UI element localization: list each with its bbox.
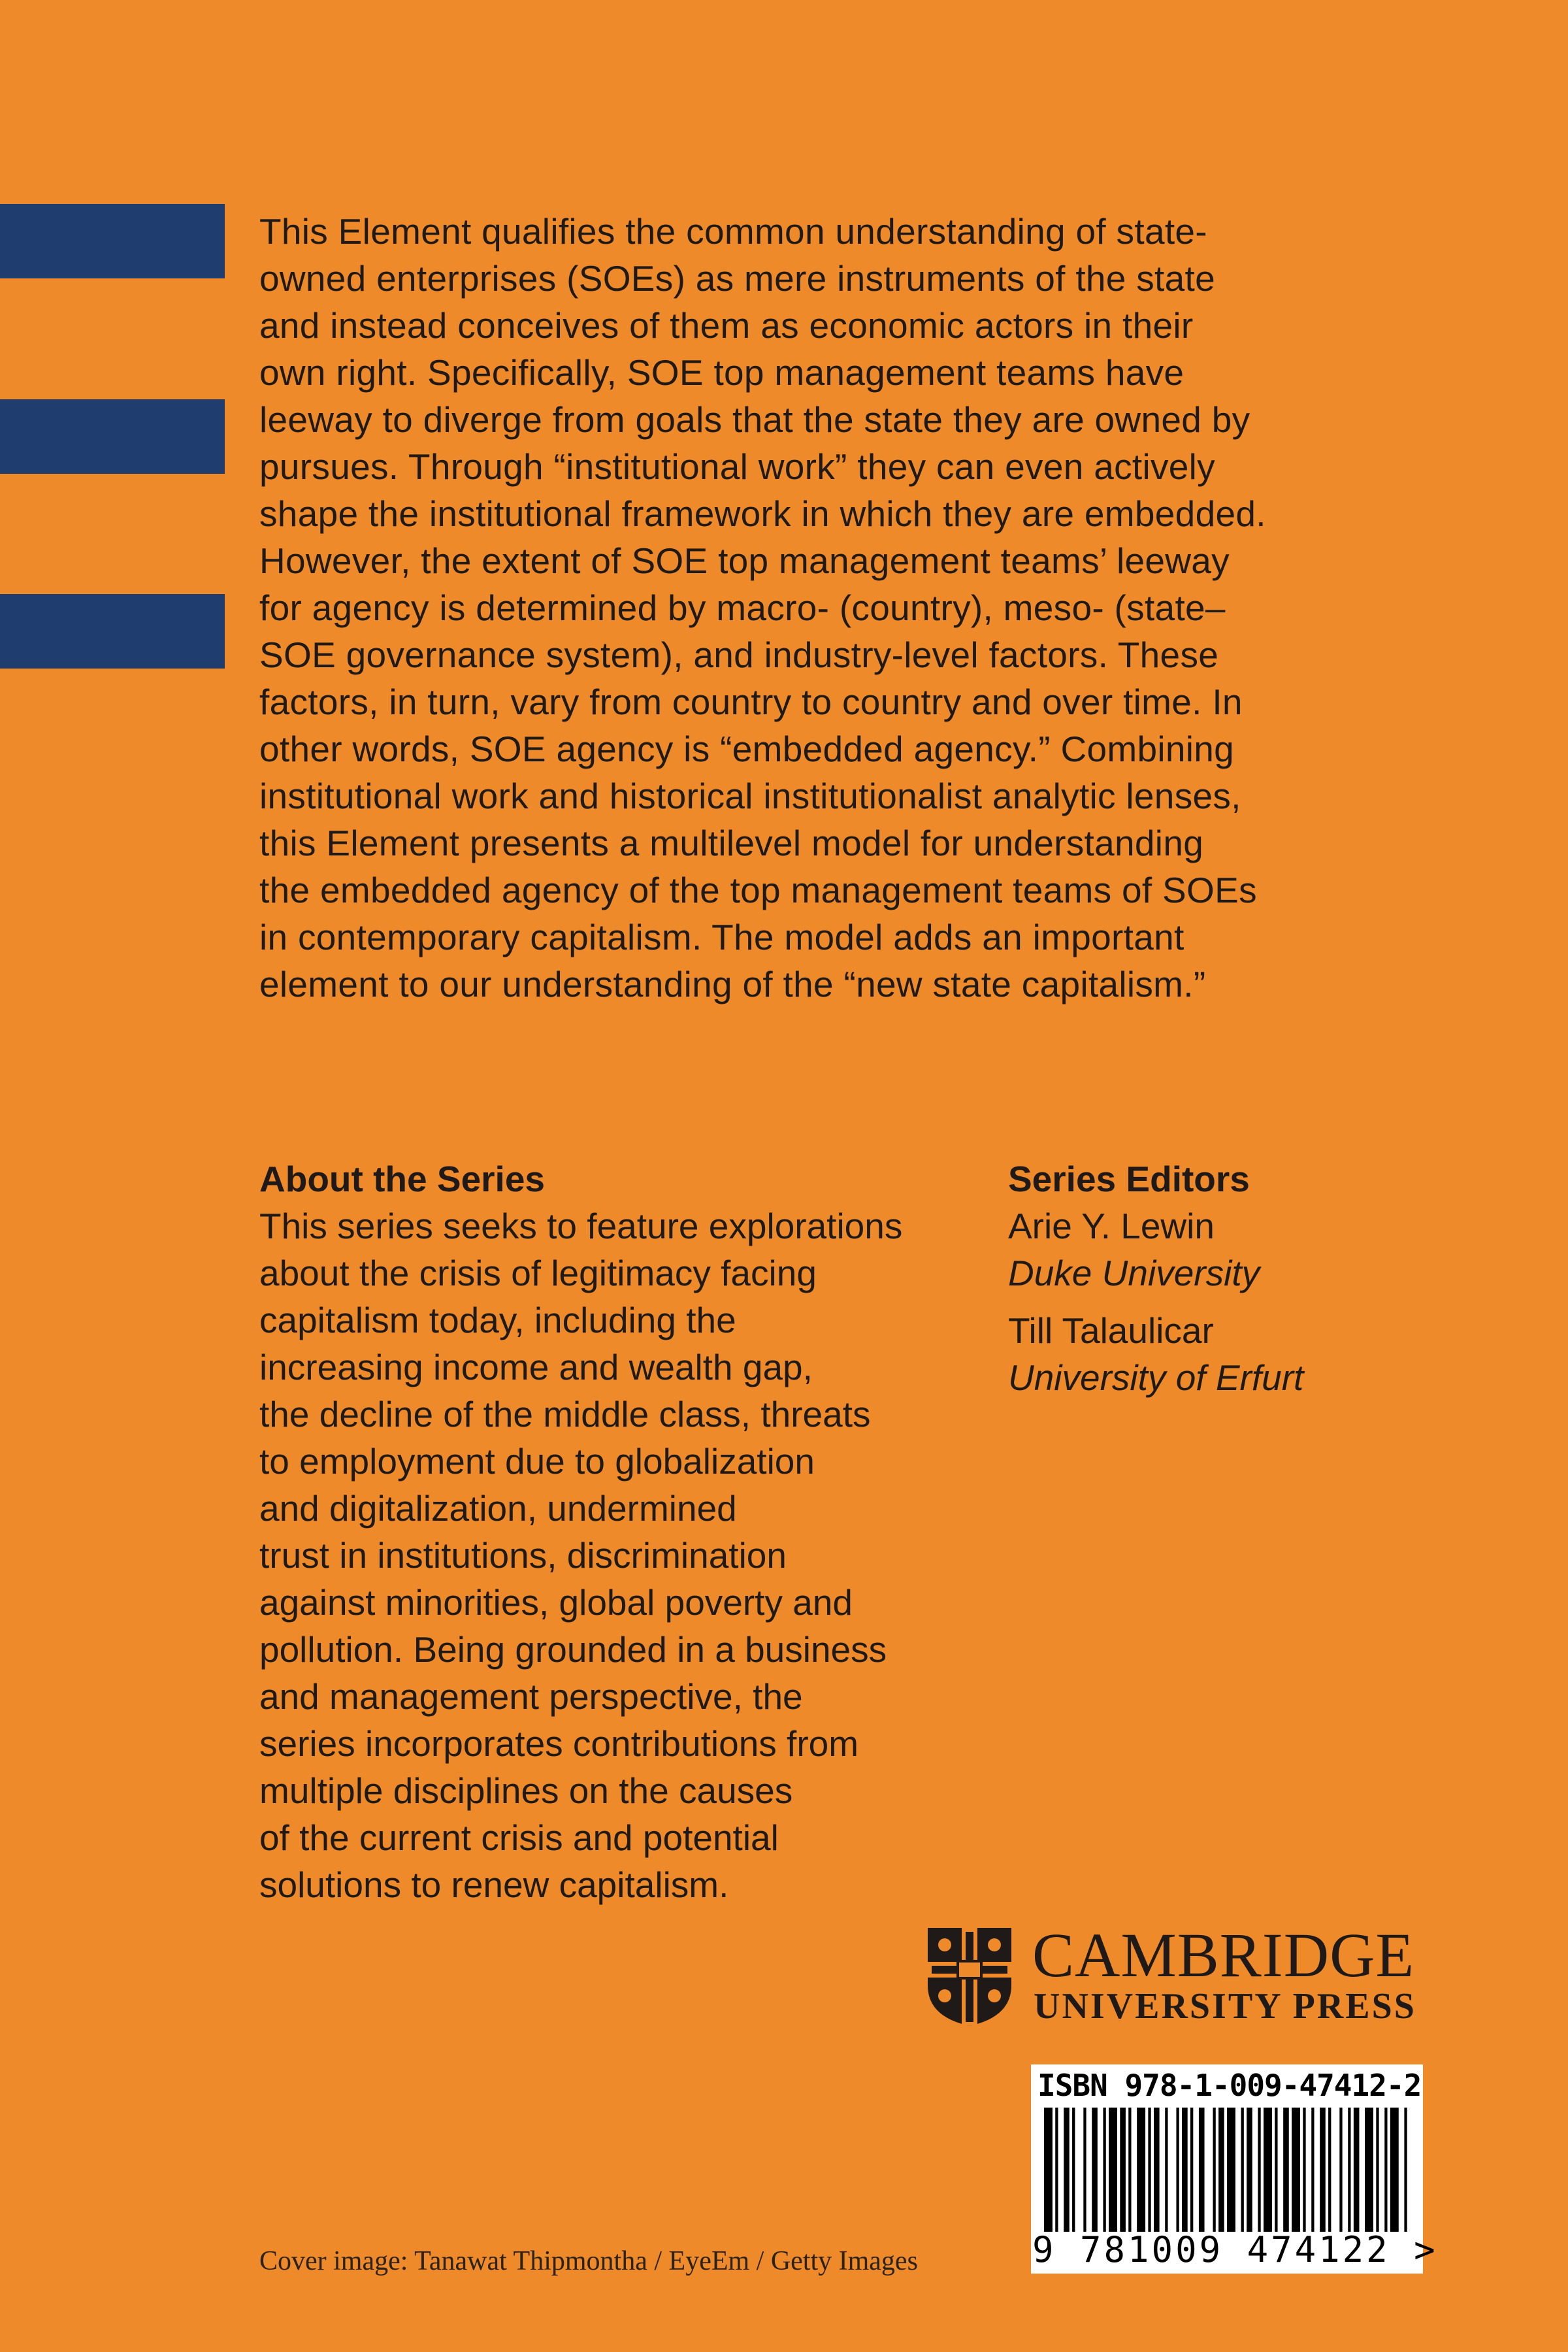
about-series-line: increasing income and wealth gap, (259, 1347, 813, 1387)
barcode-stripe (1213, 2108, 1215, 2232)
description-line: other words, SOE agency is “embedded agency.” Combining (259, 729, 1235, 769)
description-line: for agency is determined by macro- (country), meso- (state– (259, 588, 1226, 628)
description-line: this Element presents a multilevel model for understanding (259, 823, 1204, 863)
barcode-stripe (1311, 2108, 1314, 2232)
barcode-stripe (1064, 2108, 1070, 2232)
barcode-stripe (1348, 2108, 1350, 2232)
barcode-stripe (1137, 2108, 1145, 2232)
barcode-stripe (1055, 2108, 1058, 2232)
about-series-line: against minorities, global poverty and (259, 1582, 853, 1623)
barcode-stripe (1241, 2108, 1244, 2232)
description-line: shape the institutional framework in which they are embedded. (259, 493, 1266, 534)
about-series-line: series incorporates contributions from (259, 1723, 859, 1764)
about-series-line: multiple disciplines on the causes (259, 1770, 793, 1811)
barcode-stripe (1199, 2108, 1205, 2232)
barcode-stripe (1283, 2108, 1289, 2232)
barcode-stripe (1148, 2108, 1151, 2232)
barcode-stripe (1165, 2108, 1168, 2232)
editor-name: Till Talaulicar (1008, 1310, 1214, 1351)
description-line: element to our understanding of the “new state capitalism.” (259, 964, 1206, 1004)
barcode-stripe (1328, 2108, 1331, 2232)
isbn-barcode (1031, 2064, 1438, 2274)
barcode-stripe (1182, 2108, 1188, 2232)
editor-affiliation: University of Erfurt (1008, 1357, 1304, 1398)
book-description (259, 208, 1435, 1008)
description-line: SOE governance system), and industry-level factors. These (259, 635, 1219, 675)
description-line: institutional work and historical institutionalist analytic lenses, (259, 776, 1241, 816)
description-line: This Element qualifies the common understanding of state- (259, 211, 1207, 252)
cambridge-crest-icon (925, 1925, 1014, 2027)
barcode-stripe (1128, 2108, 1131, 2232)
barcode-stripe (1320, 2108, 1326, 2232)
description-line: pursues. Through “institutional work” they can even actively (259, 446, 1215, 487)
isbn-label: ISBN 978-1-009-47412-2 (1037, 2068, 1422, 2103)
about-series-line: to employment due to globalization (259, 1441, 815, 1482)
description-line: leeway to diverge from goals that the state they are owned by (259, 399, 1250, 440)
about-series-line: This series seeks to feature explorations (259, 1206, 903, 1246)
barcode-stripe (1176, 2108, 1179, 2232)
description-line: owned enterprises (SOEs) as mere instruments of the state (259, 258, 1215, 299)
editor-affiliation: Duke University (1008, 1253, 1260, 1293)
about-series-line: and digitalization, undermined (259, 1488, 737, 1529)
barcode-stripe (1227, 2108, 1235, 2232)
cover-image-credit: Cover image: Tanawat Thipmontha / EyeEm / Getty Images (259, 2246, 918, 2276)
barcode-stripe (1339, 2108, 1342, 2232)
series-editor (1008, 1202, 1260, 1297)
accent-bar-bottom (0, 594, 225, 669)
barcode-digits: 9 781009 474122 > (1032, 2229, 1438, 2270)
barcode-stripe (1247, 2108, 1252, 2232)
about-series-heading: About the Series (259, 1159, 546, 1199)
barcode-stripe (1384, 2108, 1387, 2232)
publisher-subname: UNIVERSITY PRESS (1034, 1986, 1416, 2027)
barcode-stripe (1376, 2108, 1379, 2232)
description-line: and instead conceives of them as economic actors in their (259, 305, 1194, 346)
barcode-stripe (1154, 2108, 1160, 2232)
cambridge-university-press-logo (925, 1920, 1425, 2029)
barcode-bars (1044, 2108, 1410, 2232)
description-line: in contemporary capitalism. The model adds an important (259, 917, 1184, 957)
barcode-stripe (1190, 2108, 1193, 2232)
accent-bar-middle (0, 399, 225, 474)
series-editor (1008, 1307, 1303, 1401)
barcode-stripe (1083, 2108, 1086, 2232)
about-series-line: pollution. Being grounded in a business (259, 1629, 887, 1670)
barcode-stripe (1258, 2108, 1260, 2232)
publisher-name: CAMBRIDGE (1032, 1920, 1415, 1990)
about-series-line: of the current crisis and potential (259, 1817, 779, 1858)
barcode-stripe (1292, 2108, 1300, 2232)
about-series-line: trust in institutions, discrimination (259, 1535, 787, 1576)
about-series-line: solutions to renew capitalism. (259, 1864, 729, 1905)
barcode-stripe (1275, 2108, 1277, 2232)
about-series-text (259, 1202, 1004, 1908)
barcode-stripe (1365, 2108, 1373, 2232)
barcode-stripe (1044, 2108, 1053, 2232)
editor-name: Arie Y. Lewin (1008, 1206, 1215, 1246)
barcode-stripe (1354, 2108, 1360, 2232)
about-series-line: the decline of the middle class, threats (259, 1394, 871, 1434)
barcode-stripe (1264, 2108, 1272, 2232)
barcode-stripe (1103, 2108, 1105, 2232)
description-line: factors, in turn, vary from country to country and over time. In (259, 682, 1243, 722)
barcode-stripe (1120, 2108, 1126, 2232)
series-editors-heading: Series Editors (1008, 1159, 1250, 1199)
barcode-stripe (1109, 2108, 1117, 2232)
accent-bar-top (0, 204, 225, 278)
description-line: However, the extent of SOE top management teams’ leeway (259, 540, 1230, 581)
barcode-stripe (1390, 2108, 1399, 2232)
about-series-line: capitalism today, including the (259, 1300, 736, 1340)
barcode-stripe (1404, 2108, 1407, 2232)
description-line: own right. Specifically, SOE top management teams have (259, 352, 1184, 393)
about-series-line: about the crisis of legitimacy facing (259, 1253, 817, 1293)
about-series-line: and management perspective, the (259, 1676, 803, 1717)
barcode-stripe (1218, 2108, 1224, 2232)
description-line: the embedded agency of the top management teams of SOEs (259, 870, 1257, 910)
barcode-stripe (1303, 2108, 1305, 2232)
barcode-stripe (1072, 2108, 1075, 2232)
barcode-stripe (1092, 2108, 1098, 2232)
